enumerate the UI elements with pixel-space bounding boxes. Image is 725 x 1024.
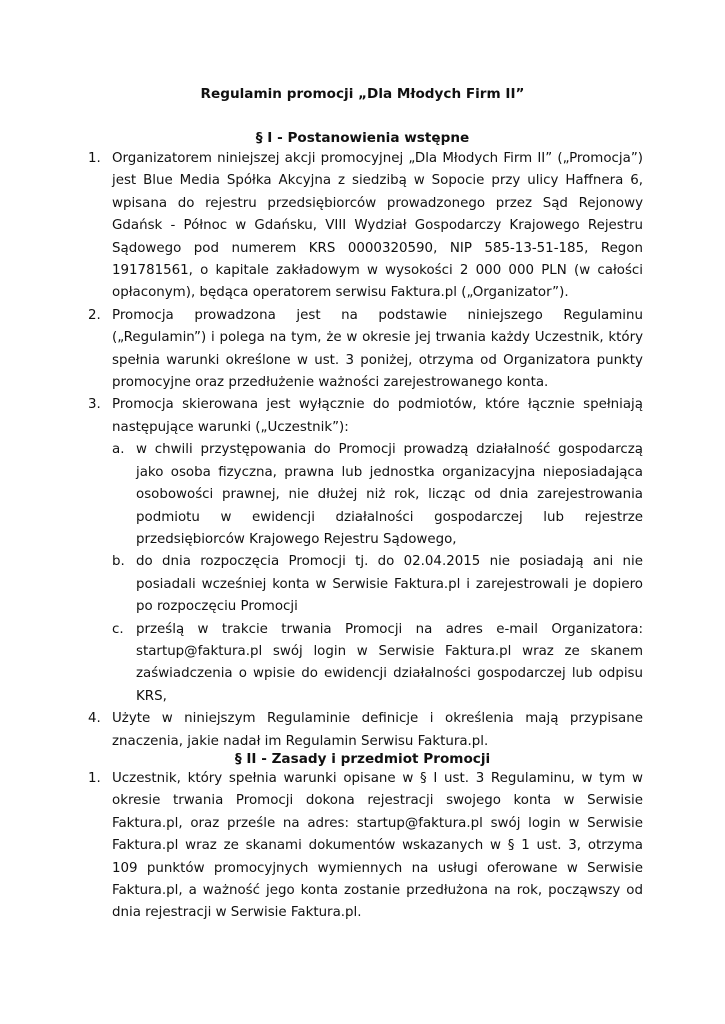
item-number: 1. <box>88 771 101 786</box>
item-text: Użyte w niniejszym Regulaminie definicje i określenia mają przypisane znaczenia, jakie nadał im Regulamin Serwisu Faktura.pl. <box>112 711 643 749</box>
list-item <box>88 768 643 925</box>
section-heading: § II - Zasady i przedmiot Promocji <box>234 751 491 767</box>
list-item <box>88 305 643 395</box>
section-2-list <box>88 768 643 925</box>
list-item <box>88 394 643 708</box>
item-number: 1. <box>88 151 101 166</box>
list-item <box>88 708 643 753</box>
subitem-letter: a. <box>112 442 125 458</box>
sublist-item <box>112 619 643 709</box>
section-heading: § I - Postanowienia wstępne <box>255 130 470 146</box>
item-text: Uczestnik, który spełnia warunki opisane w § I ust. 3 Regulaminu, w tym w okresie trwania Promocji dokona rejestracji swojego konta w Serwisie Faktura.pl, oraz prześle na adres: startup@faktura.pl swój login w Serwisie Faktura.pl wraz ze skanami dokumentów wskazanych w § 1 ust. 3, otrzyma 109 punktów promocyjnych wymiennych na usługi oferowane w Serwisie Faktura.pl, a ważność jego konta zostanie przedłużona na rok, począwszy od dnia rejestracji w Serwisie Faktura.pl. <box>112 771 643 921</box>
subitem-text: w chwili przystępowania do Promocji prowadzą działalność gospodarczą jako osoba fizyczna, prawna lub jednostka organizacyjna nieposiadająca osobowości prawnej, nie dłużej niż rok, licząc od dnia zarejestrowania podmiotu w ewidencji działalności gospodarczej lub rejestrze przedsiębiorców Krajowego Rejestru Sądowego, <box>136 442 643 547</box>
item-text: Organizatorem niniejszej akcji promocyjnej „Dla Młodych Firm II” („Promocja”) jest Blue Media Spółka Akcyjna z siedzibą w Sopocie przy ulicy Haffnera 6, wpisana do rejestru przedsiębiorców prowadzonego przez Sąd Rejonowy Gdańsk - Północ w Gdańsku, VIII Wydział Gospodarczy Krajowego Rejestru Sądowego pod numerem KRS 0000320590, NIP 585-13-51-185, Regon 191781561, o kapitale zakładowym w wysokości 2 000 000 PLN (w całości opłaconym), będąca operatorem serwisu Faktura.pl („Organizator”). <box>112 151 643 301</box>
item-number: 2. <box>88 307 101 323</box>
item-text: Promocja prowadzona jest na podstawie niniejszego Regulaminu („Regulamin”) i polega na tym, że w okresie jej trwania każdy Uczestnik, który spełnia warunki określone w ust. 3 poniżej, otrzyma od Organizatora punkty promocyjne oraz przedłużenie ważności zarejestrowanego konta. <box>112 307 643 391</box>
item-number: 3. <box>88 397 101 413</box>
subitem-text: prześlą w trakcie trwania Promocji na adres e-mail Organizatora: startup@faktura.pl swój login w Serwisie Faktura.pl wraz ze skanem zaświadczenia o wpisie do ewidencji działalności gospodarczej lub odpisu KRS, <box>136 621 643 704</box>
sublist <box>112 439 643 708</box>
item-text: Promocja skierowana jest wyłącznie do podmiotów, które łącznie spełniają następujące warunki („Uczestnik”): <box>112 397 643 435</box>
subitem-text: do dnia rozpoczęcia Promocji tj. do 02.04.2015 nie posiadają ani nie posiadali wcześniej konta w Serwisie Faktura.pl i zarejestrowali je dopiero po rozpoczęciu Promocji <box>136 554 643 615</box>
subitem-letter: b. <box>112 554 125 570</box>
list-item <box>88 148 643 305</box>
section-1-list <box>88 148 643 753</box>
subitem-letter: c. <box>112 621 124 637</box>
sublist-item <box>112 551 643 618</box>
item-number: 4. <box>88 711 101 727</box>
sublist-item <box>112 439 643 551</box>
document-title: Regulamin promocji „Dla Młodych Firm II” <box>200 86 525 102</box>
